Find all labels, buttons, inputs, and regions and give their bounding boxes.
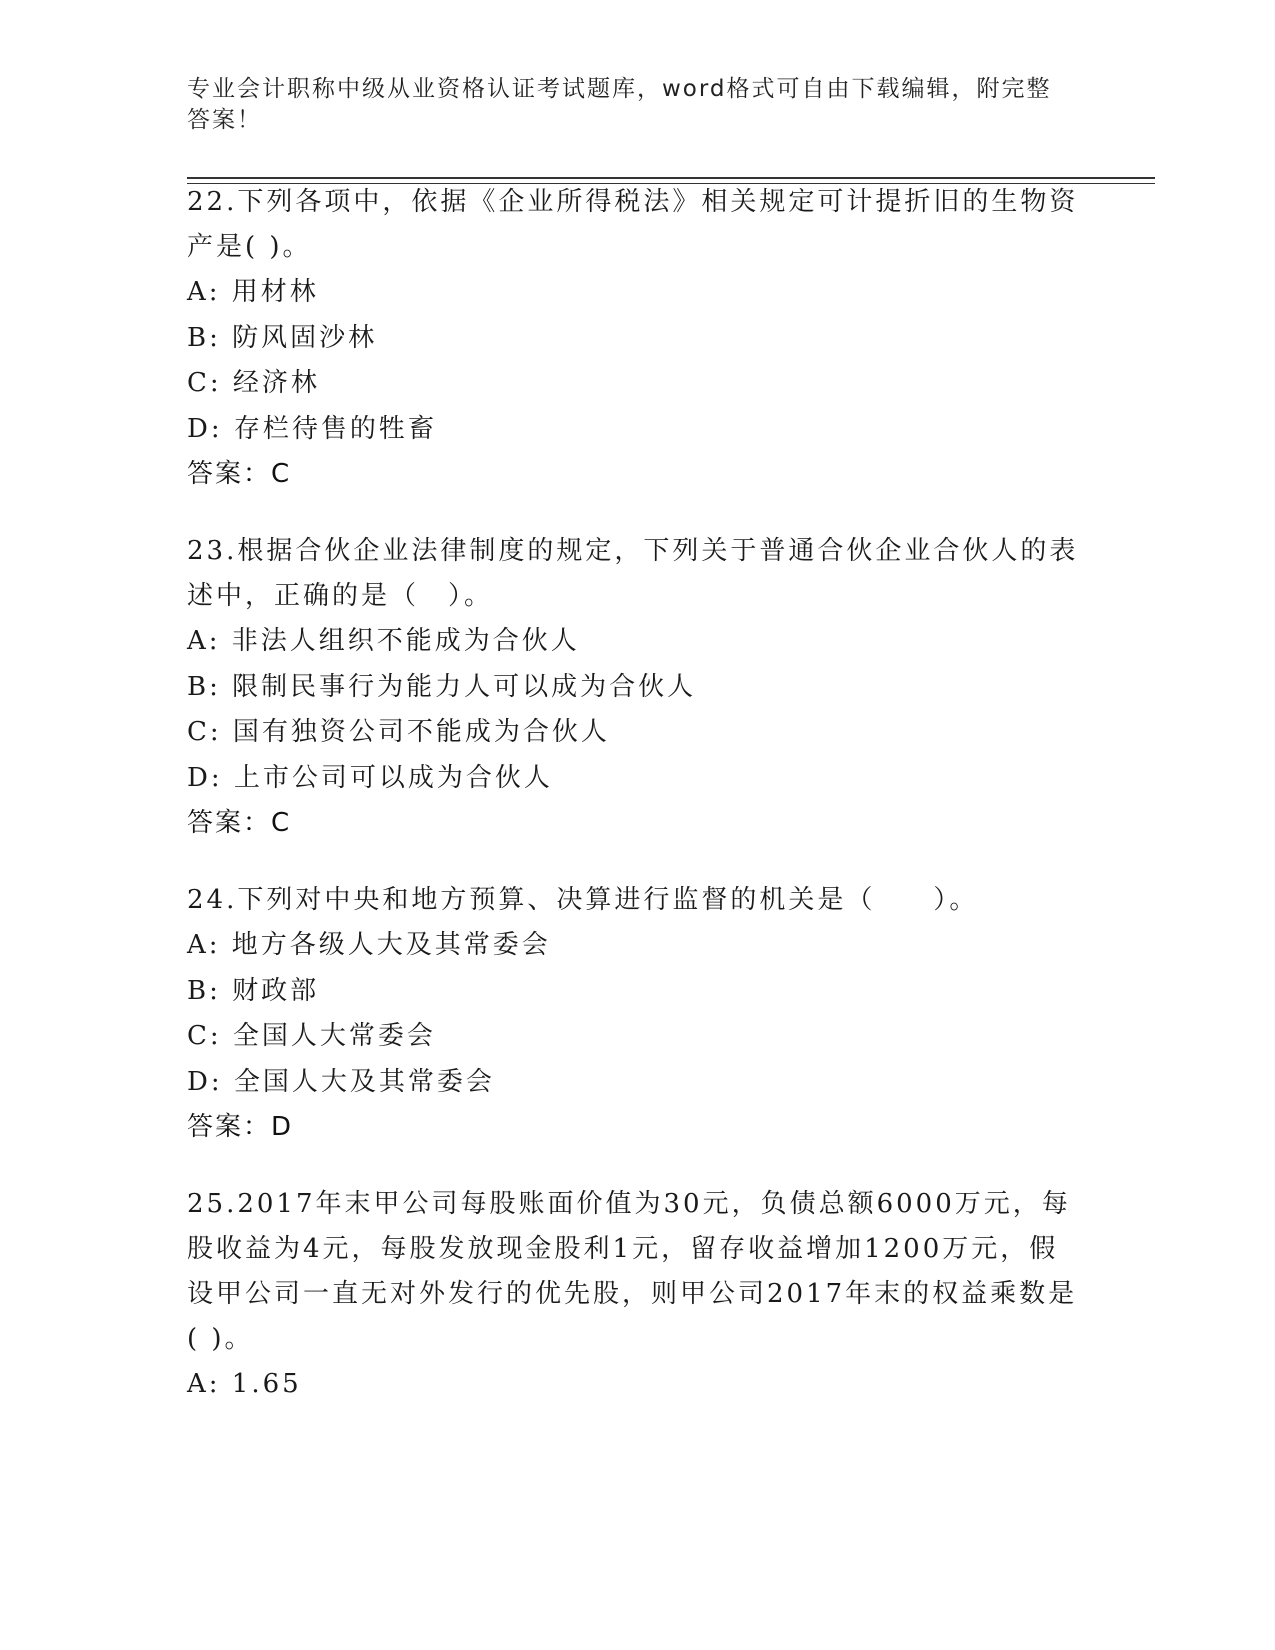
option-c: C: 经济林: [187, 368, 320, 398]
option-a: A: 地方各级人大及其常委会: [187, 930, 551, 960]
option-b: B: 财政部: [187, 975, 320, 1006]
option-a: A: 用材林: [187, 277, 319, 307]
option-c: C: 国有独资公司不能成为合伙人: [187, 717, 610, 747]
answer-line: 答案：D: [187, 1112, 294, 1142]
option-a: A: 1.65: [187, 1369, 302, 1399]
question-24: [187, 878, 1087, 1150]
answer-line: 答案：C: [187, 808, 292, 838]
question-stem: 22.下列各项中，依据《企业所得税法》相关规定可计提折旧的生物资产是( )。: [187, 187, 1079, 262]
option-b: B: 防风固沙林: [187, 322, 378, 353]
question-stem: 23.根据合伙企业法律制度的规定，下列关于普通合伙企业合伙人的表述中，正确的是（ ）。: [187, 536, 1079, 611]
option-a: A: 非法人组织不能成为合伙人: [187, 626, 580, 656]
option-d: D: 全国人大及其常委会: [187, 1066, 495, 1097]
option-c: C: 全国人大常委会: [187, 1021, 436, 1051]
question-stem: 24.下列对中央和地方预算、决算进行监督的机关是（ ）。: [187, 885, 979, 915]
question-25: [187, 1182, 1087, 1408]
document-header: 专业会计职称中级从业资格认证考试题库，word格式可自由下载编辑，附完整答案！: [187, 76, 1052, 133]
option-d: D: 存栏待售的牲畜: [187, 413, 437, 444]
answer-line: 答案：C: [187, 459, 292, 489]
question-stem: 25.2017年末甲公司每股账面价值为30元，负债总额6000万元，每股收益为4元，每股发放现金股利1元，留存收益增加1200万元，假设甲公司一直无对外发行的优先股，则甲公司2017年末的权益乘数是( )。: [187, 1189, 1078, 1354]
option-d: D: 上市公司可以成为合伙人: [187, 762, 553, 793]
question-23: [187, 529, 1087, 846]
question-22: [187, 180, 1087, 497]
option-b: B: 限制民事行为能力人可以成为合伙人: [187, 671, 697, 702]
